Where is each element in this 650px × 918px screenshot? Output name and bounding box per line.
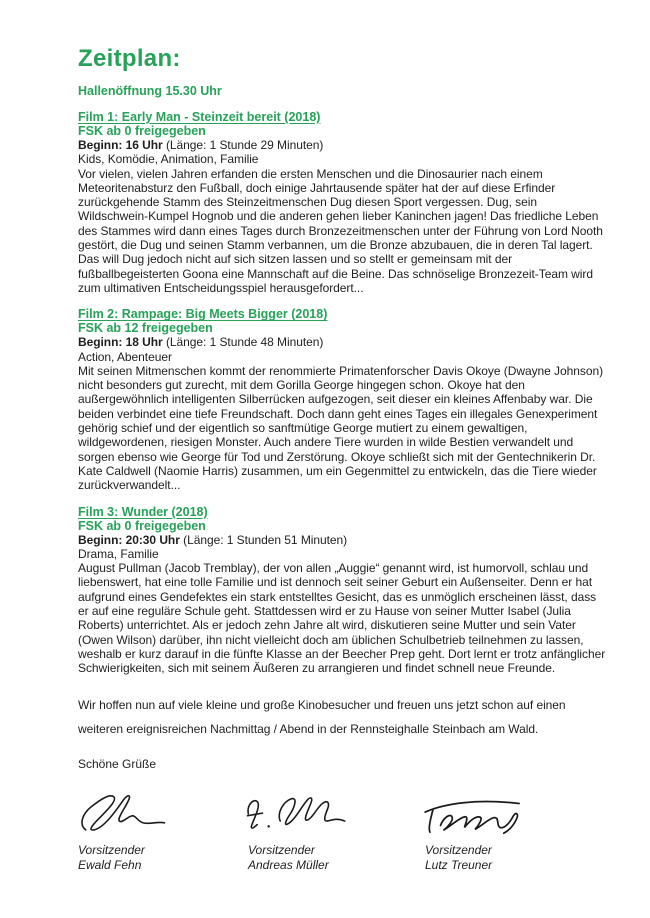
film-1-fsk-rating: FSK ab 0 freigegeben (78, 124, 206, 138)
signature-role: Vorsitzender (248, 842, 315, 857)
film-3-description: August Pullman (Jacob Tremblay), der von allen „Auggie“ genannt wird, ist humorvoll, schlau und liebenswert, hat eine tolle Familie und ist dennoch seit seiner Geburt ein Außenseiter. Denn er hat aufgrund eines Gendefektes ein stark entstelltes Gesicht, das es unmöglich erscheinen lässt, dass er auf eine reguläre Schule geht. Stattdessen wird er zu Hause von seiner Mutter Isabel (Julia Roberts) unterrichtet. Als er jedoch zehn Jahre alt wird, diskutieren seine Mutter und sein Vater (Owen Wilson) darüber, ihn nicht vielleicht doch am üblichen Schulbetrieb teilnehmen zu lassen, weshalb er kurz darauf in die fünfte Klasse an der Beecher Prep geht. Dort lernt er trotz anfänglicher Schwierigkeiten, sich mit seinem Äußeren zu arrangieren und findet schnell neue Freunde. (78, 561, 606, 676)
film-1-title: Film 1: Early Man - Steinzeit bereit (2018) (78, 110, 321, 124)
greeting: Schöne Grüße (78, 756, 157, 771)
signature-role: Vorsitzender (425, 842, 492, 857)
signature-image-ewald-fehn (70, 791, 248, 837)
film-2-description: Mit seinen Mitmenschen kommt der renommierte Primatenforscher Davis Okoye (Dwayne Johnson) nicht besonders gut zurecht, mit dem Gorilla George hingegen schon. Okoye hat den außergewöhnlich intelligenten Silberrücken aufgezogen, seit dieser ein kleines Affenbaby war. Die beiden verbindet eine tiefe Freundschaft. Doch dann geht eines Tages ein illegales Genexperiment gehörig schief und der eigentlich so sanftmütige George mutiert zu einem gewaltigen, wildgewordenen, riesigen Monster. Auch andere Tiere wurden in wilde Bestien verwandelt und sorgen ebenso wie George für Tod und Zerstörung. Okoye schließt sich mit der Gentechnikerin Dr. Kate Caldwell (Naomie Harris) zusammen, um ein Gegenmittel zu entwickeln, das die Tiere wieder zurückverwandelt... (78, 363, 604, 493)
film-1-genres: Kids, Komödie, Animation, Familie (78, 152, 259, 167)
film-3-begin-time: Beginn: 20:30 Uhr (78, 532, 180, 547)
film-2-fsk-rating: FSK ab 12 freigegeben (78, 321, 213, 336)
signature-name: Andreas Müller (248, 857, 329, 872)
film-1-duration: (Länge: 1 Stunde 29 Minuten) (162, 138, 324, 152)
film-3-begin (78, 533, 608, 547)
film-3-duration: (Länge: 1 Stunden 51 Minuten) (179, 532, 348, 547)
film-2-begin (78, 335, 608, 349)
film-1-begin-time: Beginn: 16 Uhr (78, 138, 163, 152)
signature-block-2 (248, 791, 425, 873)
signature-role: Vorsitzender (78, 842, 145, 857)
page-title: Zeitplan: (78, 45, 181, 72)
signature-row (78, 791, 608, 873)
signature-block-3 (425, 791, 585, 873)
film-1-description: Vor vielen, vielen Jahren erfanden die ersten Menschen und die Dinosaurier nach einem Meteoritenabsturz den Fußball, doch einige Jahrtausende später hat der auf diese Erfinder zurückgehende Stamm des Steinzeitmenschen Dug diesen Sport vergessen. Dug, sein Wildschwein-Kumpel Hognob und die anderen gehen lieber Kaninchen jagen! Das friedliche Leben des Stammes wird dann eines Tages durch Bronzezeitmenschen unter der Führung von Lord Nooth gestört, die Dug und seinen Stamm verbannen, um die Bronze abzubauen, die in deren Tal lagert. Das will Dug jedoch nicht auf sich sitzen lassen und so stellt er gemeinsam mit der fußballbegeisterten Goona eine Mannschaft auf die Beine. Das schnöselige Bronzezeit-Team wird zum ultimativen Entscheidungsspiel herausgefordert... (78, 166, 603, 295)
film-3-title: Film 3: Wunder (2018) (78, 504, 208, 519)
film-section-1 (78, 110, 608, 295)
film-3-fsk-rating: FSK ab 0 freigegeben (78, 518, 206, 533)
film-2-title: Film 2: Rampage: Big Meets Bigger (2018) (78, 307, 328, 322)
film-1-begin (78, 138, 608, 152)
film-section-2 (78, 307, 608, 492)
closing-paragraph (78, 693, 608, 741)
film-3-genres: Drama, Familie (78, 546, 159, 561)
signature-name: Ewald Fehn (78, 857, 142, 872)
film-2-genres: Action, Abenteuer (78, 349, 172, 364)
hall-opening: Hallenöffnung 15.30 Uhr (78, 84, 222, 98)
signature-image-lutz-treuner (415, 791, 585, 837)
film-2-duration: (Länge: 1 Stunde 48 Minuten) (162, 335, 324, 350)
signature-name: Lutz Treuner (425, 857, 493, 872)
closing-line-1: Wir hoffen nun auf viele kleine und große Kinobesucher und freuen uns jetzt schon auf einen (78, 697, 566, 712)
signature-image-andreas-mueller (232, 791, 425, 837)
closing-line-2: weiteren ereignisreichen Nachmittag / Abend in der Rennsteighalle Steinbach am Wald. (78, 721, 539, 736)
signature-block-1 (78, 791, 248, 873)
film-section-3 (78, 505, 608, 676)
film-2-begin-time: Beginn: 18 Uhr (78, 335, 163, 350)
